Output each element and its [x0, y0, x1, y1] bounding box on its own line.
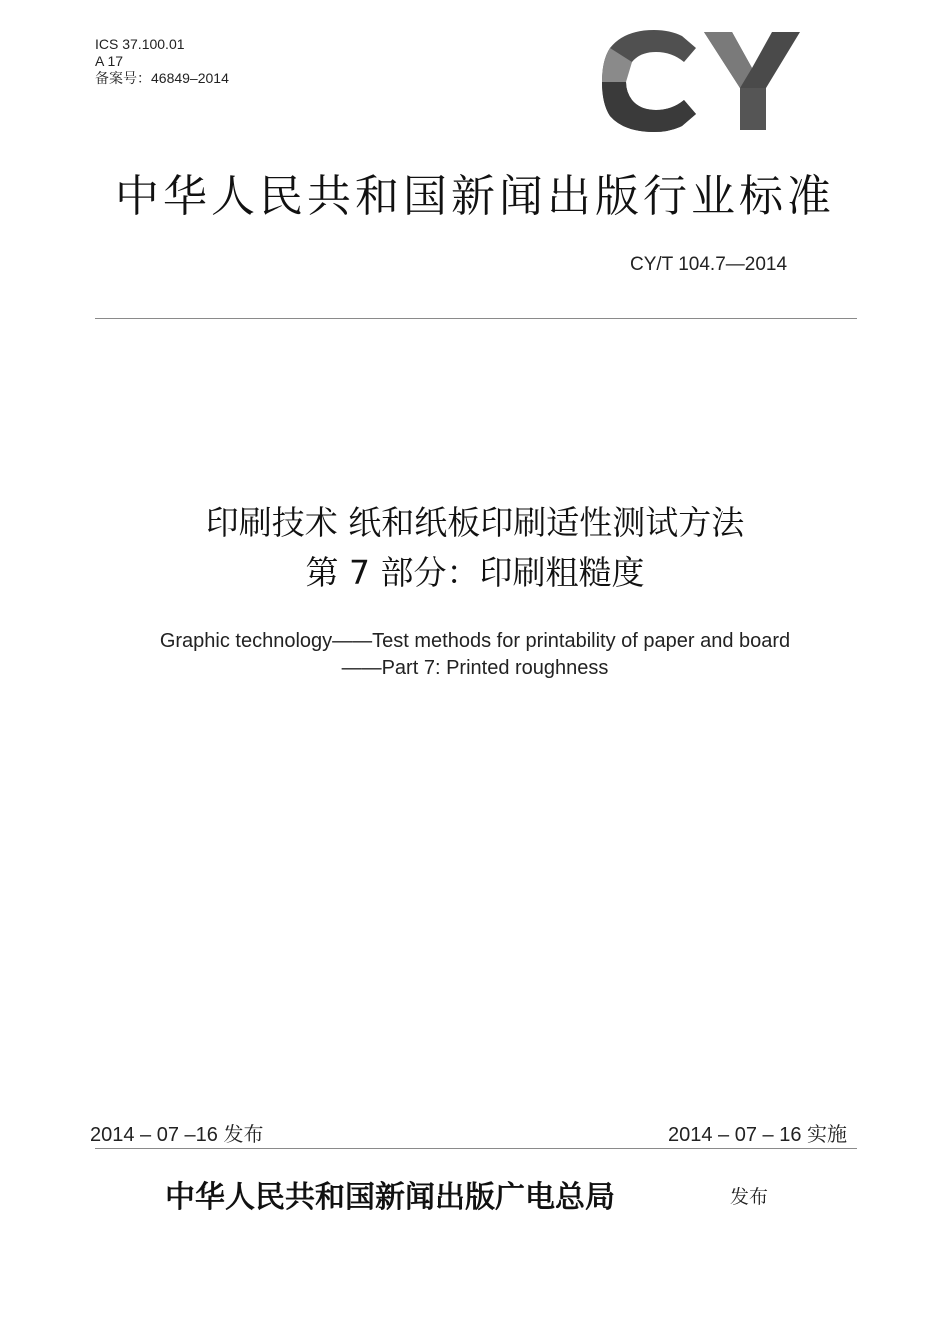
publish-date: 2014 – 07 –16 发布 [90, 1124, 264, 1146]
top-divider [95, 318, 857, 319]
ics-code: ICS 37.100.01 [95, 36, 185, 52]
bottom-divider [95, 1148, 857, 1149]
standard-category-title: 中华人民共和国新闻出版行业标准 [115, 171, 835, 222]
document-title-cn-line1: 印刷技术 纸和纸板印刷适性测试方法 [205, 503, 745, 542]
standard-code: CY/T 104.7—2014 [630, 254, 788, 275]
document-title-en-line2: ——Part 7: Printed roughness [341, 657, 609, 679]
filing-number: 备案号：46849–2014 [95, 70, 229, 86]
document-title-en-line1: Graphic technology——Test methods for printability of paper and board [159, 630, 791, 652]
document-title-cn-line2: 第 7 部分：印刷粗糙度 [305, 553, 645, 592]
cy-logo [600, 28, 805, 134]
implement-date: 2014 – 07 – 16 实施 [667, 1124, 847, 1146]
classification-block [95, 36, 229, 87]
publisher-suffix: 发布 [730, 1186, 769, 1208]
publisher-name: 中华人民共和国新闻出版广电总局 [165, 1180, 615, 1215]
ccs-code: A 17 [95, 53, 124, 69]
